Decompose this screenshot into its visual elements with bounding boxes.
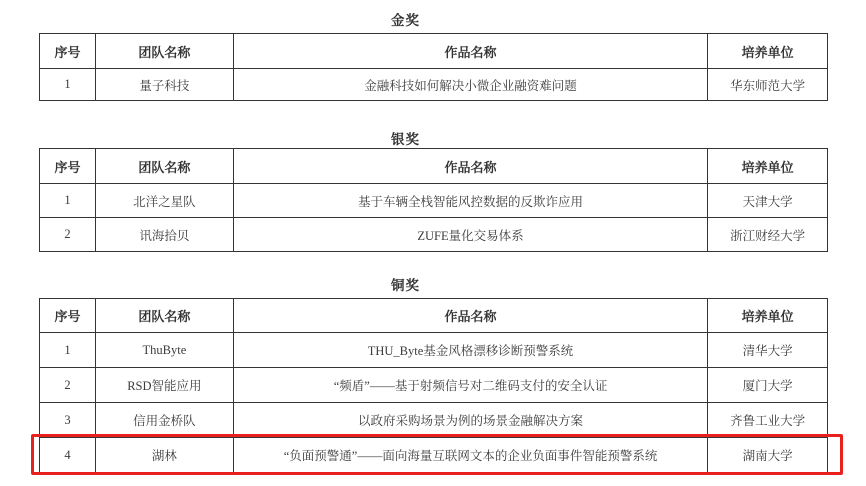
- cell-unit: 厦门大学: [708, 368, 828, 403]
- column-header-team: 团队名称: [95, 149, 233, 184]
- cell-work: 金融科技如何解决小微企业融资难问题: [233, 69, 707, 101]
- cell-work: THU_Byte基金风格漂移诊断预警系统: [233, 333, 707, 368]
- cell-no: 1: [40, 184, 96, 218]
- cell-work: ZUFE量化交易体系: [233, 218, 707, 252]
- table-row: [40, 69, 828, 101]
- header-row: [40, 299, 828, 333]
- table-row: [40, 368, 828, 403]
- cell-team: RSD智能应用: [95, 368, 233, 403]
- column-header-work: 作品名称: [233, 149, 707, 184]
- cell-work: 基于车辆全栈智能风控数据的反欺诈应用: [233, 184, 707, 218]
- cell-no: 3: [40, 403, 96, 438]
- cell-team: 信用金桥队: [95, 403, 233, 438]
- cell-unit: 湖南大学: [708, 438, 828, 473]
- table-row: [40, 184, 828, 218]
- gold-section-title: 金奖: [391, 13, 420, 28]
- column-header-no: 序号: [40, 149, 96, 184]
- column-header-no: 序号: [40, 34, 96, 69]
- cell-team: ThuByte: [95, 333, 233, 368]
- column-header-unit: 培养单位: [708, 149, 828, 184]
- cell-work: 以政府采购场景为例的场景金融解决方案: [233, 403, 707, 438]
- table-row: [40, 403, 828, 438]
- cell-team: 讯海拾贝: [95, 218, 233, 252]
- cell-unit: 天津大学: [708, 184, 828, 218]
- cell-no: 1: [40, 69, 96, 101]
- cell-no: 1: [40, 333, 96, 368]
- cell-no: 2: [40, 218, 96, 252]
- cell-no: 2: [40, 368, 96, 403]
- gold-award-table: [39, 33, 828, 101]
- cell-work: “频盾”——基于射频信号对二维码支付的安全认证: [233, 368, 707, 403]
- column-header-no: 序号: [40, 299, 96, 333]
- column-header-team: 团队名称: [95, 299, 233, 333]
- bronze-section-title: 铜奖: [391, 278, 420, 293]
- cell-unit: 清华大学: [708, 333, 828, 368]
- table-row: [40, 218, 828, 252]
- cell-unit: 华东师范大学: [708, 69, 828, 101]
- table-row: [40, 333, 828, 368]
- column-header-unit: 培养单位: [708, 34, 828, 69]
- column-header-team: 团队名称: [95, 34, 233, 69]
- bronze-award-table: [39, 298, 828, 473]
- column-header-work: 作品名称: [233, 34, 707, 69]
- column-header-unit: 培养单位: [708, 299, 828, 333]
- cell-work: “负面预警通”——面向海量互联网文本的企业负面事件智能预警系统: [233, 438, 707, 473]
- header-row: [40, 34, 828, 69]
- cell-unit: 齐鲁工业大学: [708, 403, 828, 438]
- cell-team: 湖林: [95, 438, 233, 473]
- header-row: [40, 149, 828, 184]
- silver-section-title: 银奖: [391, 132, 420, 147]
- cell-team: 北洋之星队: [95, 184, 233, 218]
- table-row-highlighted: [40, 438, 828, 473]
- column-header-work: 作品名称: [233, 299, 707, 333]
- cell-unit: 浙江财经大学: [708, 218, 828, 252]
- silver-award-table: [39, 148, 828, 252]
- cell-team: 量子科技: [95, 69, 233, 101]
- cell-no: 4: [40, 438, 96, 473]
